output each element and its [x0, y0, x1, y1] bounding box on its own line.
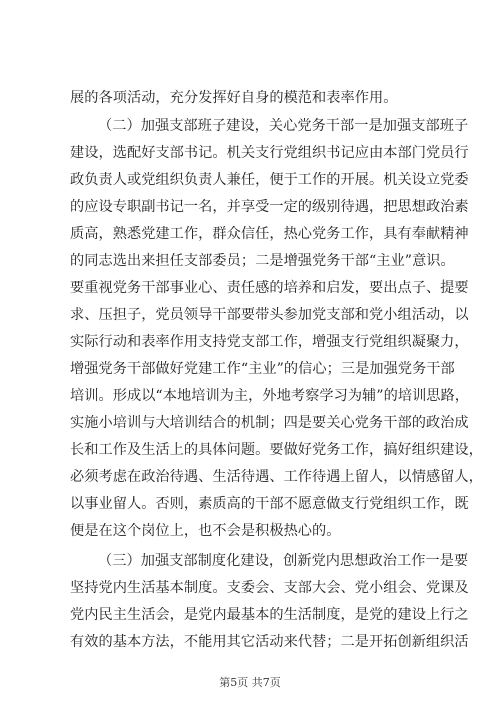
text-line: 有效的基本方法，不能用其它活动来代替；二是开拓创新组织活 [70, 634, 469, 650]
text-line: 便是在这个岗位上，也不会是积极热心的。 [70, 523, 341, 539]
text-line: 的应设专职副书记一名，并享受一定的级别待遇，把思想政治素 [70, 199, 469, 215]
page-number-footer: 第5页 共7页 [219, 676, 281, 689]
text-line: 的同志选出来担任支部委员；二是增强党务干部“主业”意识。 [70, 253, 455, 269]
text-line: 以事业留人。否则，素质高的干部不愿意做支行党组织工作，既 [70, 496, 469, 512]
text-line: 政负责人或党组织负责人兼任，便于工作的开展。机关设立党委 [70, 172, 469, 188]
text-line: 展的各项活动，充分发挥好自身的模范和表率作用。 [70, 90, 398, 106]
text-line: 党内民主生活会，是党内最基本的生活制度，是党的建设上行之 [70, 607, 469, 623]
section-heading-line: （三）加强支部制度化建设，创新党内思想政治工作一是要 [98, 553, 469, 569]
text-line: 建设，选配好支部书记。机关支行党组织书记应由本部门党员行 [70, 145, 469, 161]
text-line: 必须考虑在政治待遇、生活待遇、工作待遇上留人，以情感留人， [70, 469, 483, 485]
text-line: 长和工作及生活上的具体问题。要做好党务工作，搞好组织建设， [70, 442, 483, 458]
text-line: 实际行动和表率作用支持党支部工作，增强支行党组织凝聚力， [70, 334, 469, 350]
text-line: 增强党务干部做好党建工作“主业”的信心；三是加强党务干部 [70, 361, 455, 377]
text-line: 实施小培训与大培训结合的机制；四是要关心党务干部的政治成 [70, 415, 469, 431]
text-line: 要重视党务干部事业心、责任感的培养和启发，要出点子、提要 [70, 280, 469, 296]
section-heading-line: （二）加强支部班子建设，关心党务干部一是加强支部班子 [98, 118, 469, 134]
text-line: 质高，熟悉党建工作，群众信任，热心党务工作，具有奉献精神 [70, 226, 469, 242]
text-line: 培训。形成以“本地培训为主，外地考察学习为辅”的培训思路， [70, 388, 470, 404]
text-line: 坚持党内生活基本制度。支委会、支部大会、党小组会、党课及 [70, 580, 469, 596]
text-line: 求、压担子，党员领导干部要带头参加党支部和党小组活动，以 [70, 307, 469, 323]
